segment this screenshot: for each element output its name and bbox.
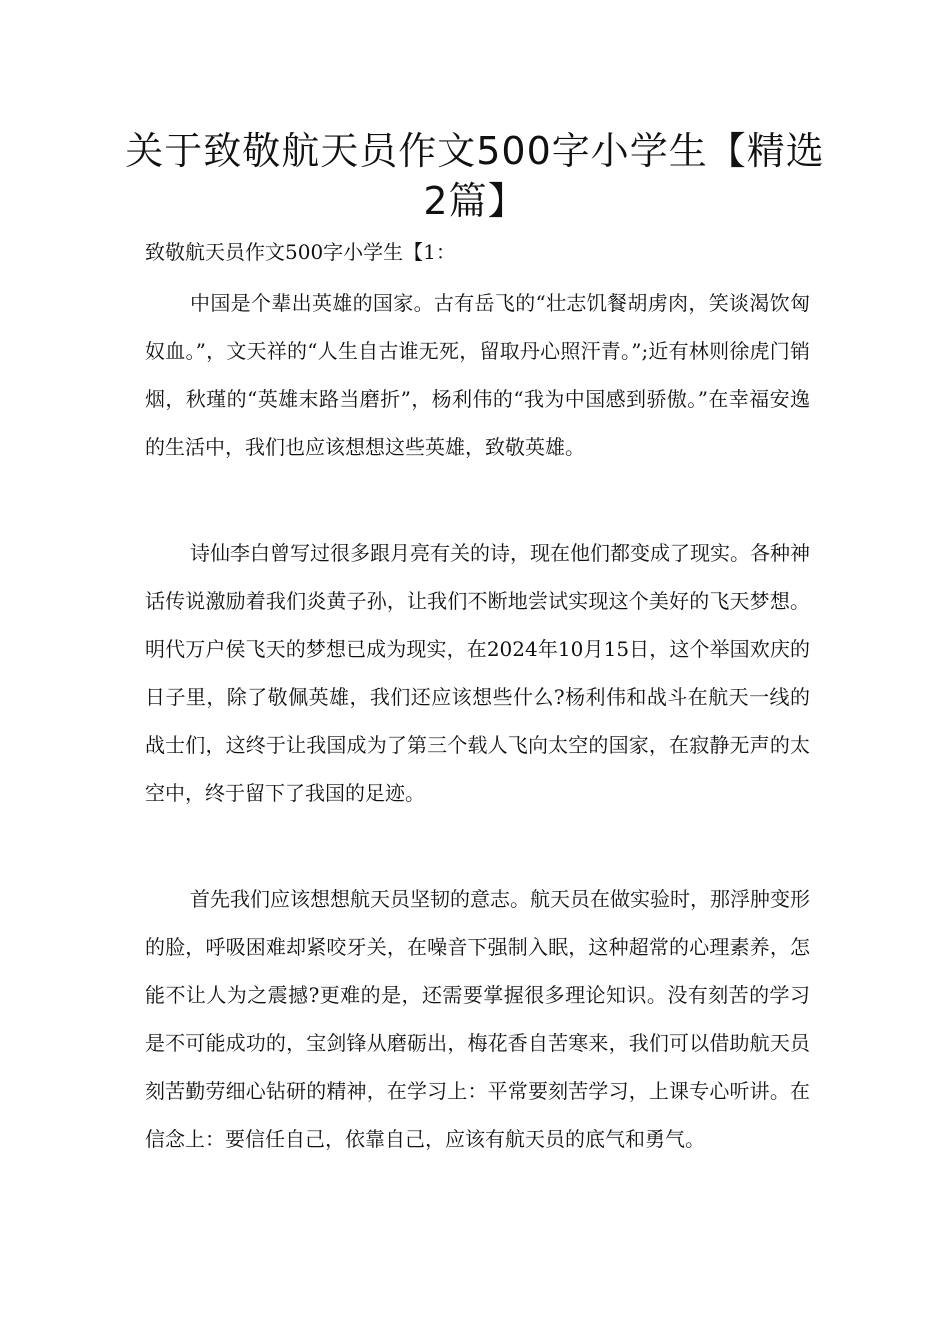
- paragraph-2: 诗仙李白曾写过很多跟月亮有关的诗，现在他们都变成了现实。各种神话传说激励着我们炎黄子孙，让我们不断地尝试实现这个美好的飞天梦想。明代万户侯飞天的梦想已成为现实，在2024年10月15日，这个举国欢庆的日子里，除了敬佩英雄，我们还应该想些什么?杨利伟和战斗在航天一线的战士们，这终于让我国成为了第三个载人飞向太空的国家，在寂静无声的太空中，终于留下了我国的足迹。: [145, 541, 810, 805]
- section-heading: 致敬航天员作文500字小学生【1：: [145, 240, 456, 264]
- paragraph-1: 中国是个辈出英雄的国家。古有岳飞的“壮志饥餐胡虏肉，笑谈渴饮匈奴血。”，文天祥的“人生自古谁无死，留取丹心照汗青。”;近有林则徐虎门销烟，秋瑾的“英雄末路当磨折”，杨利伟的“我为中国感到骄傲。”在幸福安逸的生活中，我们也应该想想这些英雄，致敬英雄。: [145, 291, 810, 459]
- paragraph-3: 首先我们应该想想航天员坚韧的意志。航天员在做实验时，那浮肿变形的脸，呼吸困难却紧咬牙关，在噪音下强制入眠，这种超常的心理素养，怎能不让人为之震撼?更难的是，还需要掌握很多理论知识。没有刻苦的学习是不可能成功的，宝剑锋从磨砺出，梅花香自苦寒来，我们可以借助航天员刻苦勤劳细心钻研的精神，在学习上：平常要刻苦学习，上课专心听讲。在信念上：要信任自己，依靠自己，应该有航天员的底气和勇气。: [145, 887, 810, 1151]
- document-title: 关于致敬航天员作文500字小学生【精选2篇】: [125, 129, 825, 223]
